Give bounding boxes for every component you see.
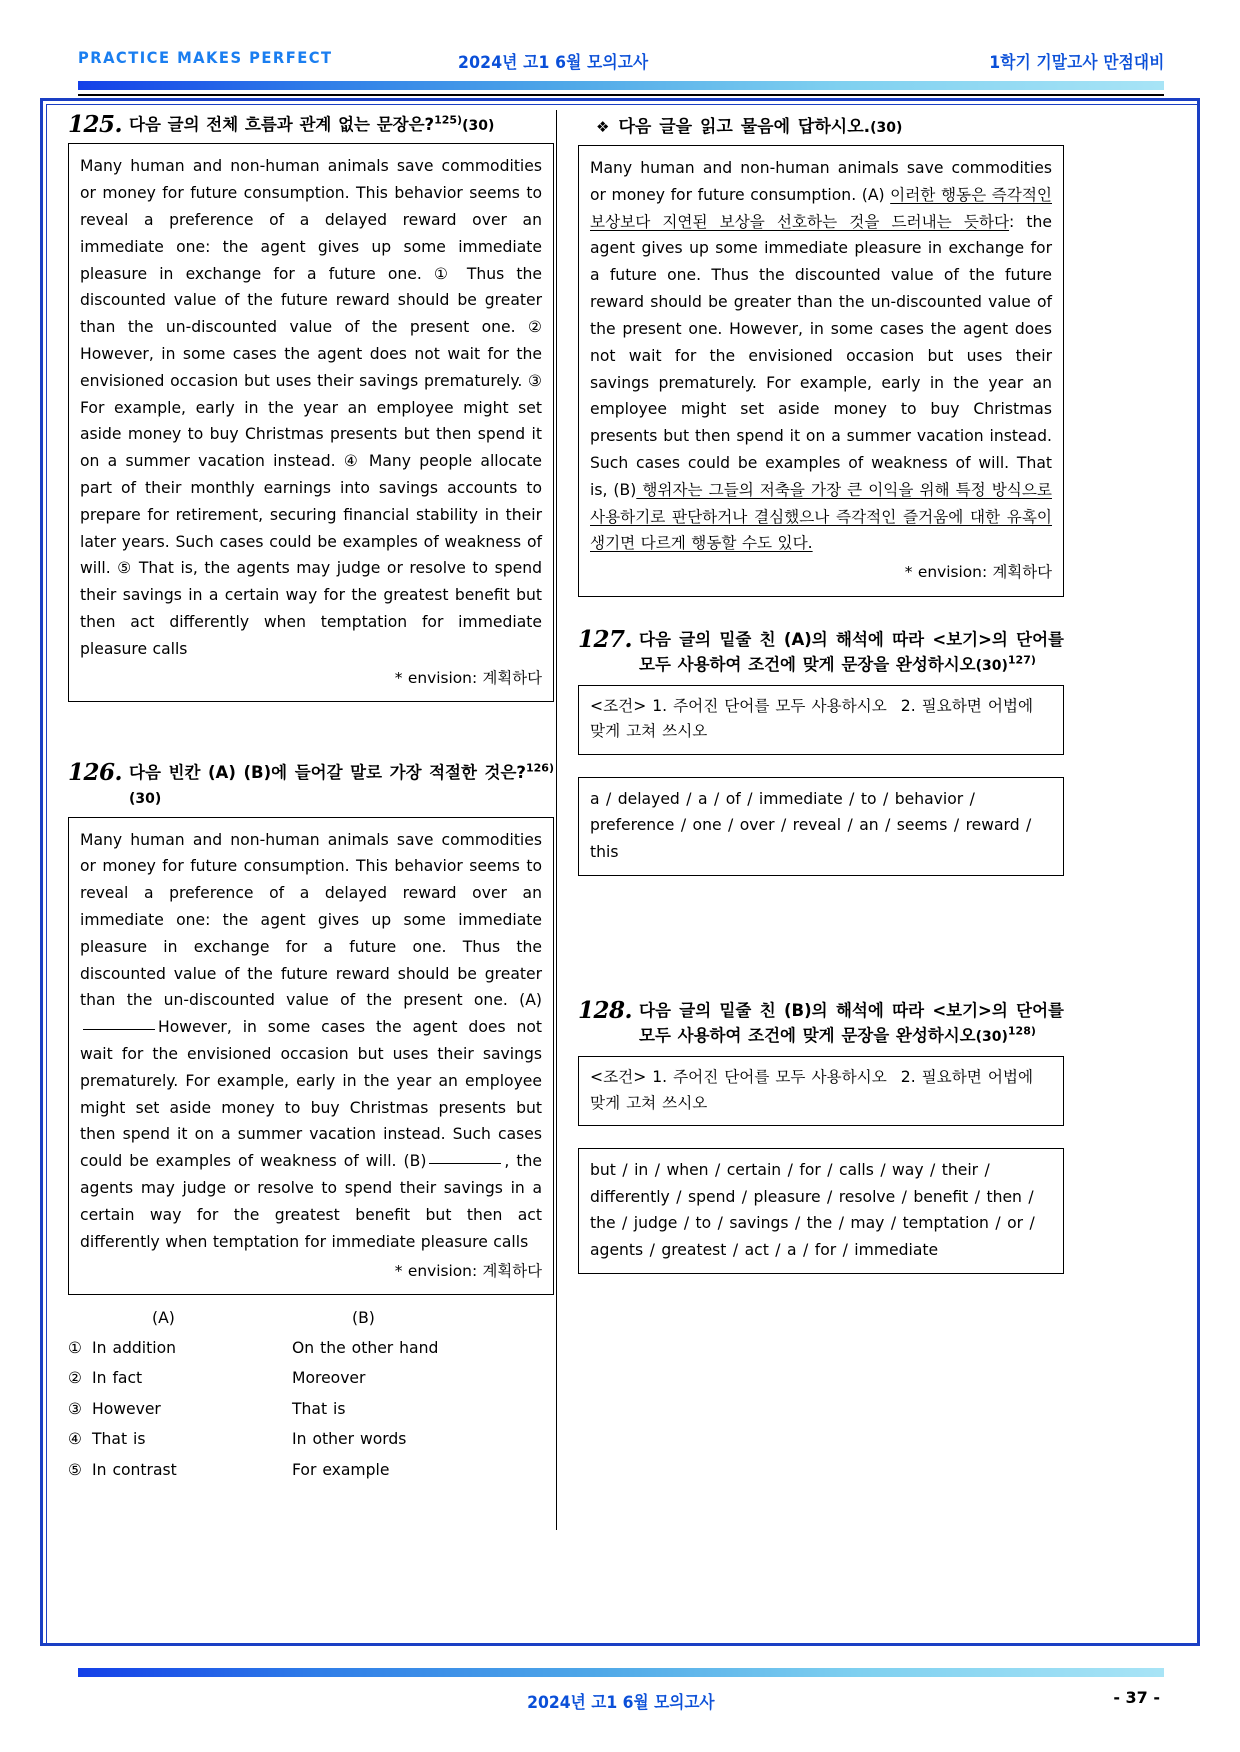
- q128-condition-2: 2. 필요하면 어법에 맞게 고쳐 쓰시오: [590, 1068, 1034, 1112]
- question-125-points: (30): [462, 118, 495, 134]
- question-127-number: 127.: [578, 625, 633, 653]
- spacer: [578, 880, 1064, 998]
- question-128-number: 128.: [578, 996, 633, 1024]
- choice-1-marker: ①: [68, 1338, 82, 1357]
- page-header: [78, 48, 1164, 82]
- question-126-footnote-ref: 126): [526, 761, 554, 775]
- reading-instruction-heading: [596, 112, 1064, 137]
- choice-2-b: Moreover: [292, 1369, 366, 1388]
- header-exam-title: 2024년 고1 6월 모의고사: [458, 53, 649, 73]
- reading-seg2: : the agent gives up some immediate pleasure in exchange for a future one. Thus the discounted value of the future reward should be greater than the un-discounted value of the present one. However, in some cases the agent does not wait for the envisioned occasion but uses their savings prematurely. For example, early in the year an employee might set aside money to buy Christmas presents but then spend it on a summer vacation instead. Such cases could be examples of weakness of will. That is, (B): [590, 212, 1052, 499]
- question-126-heading: [68, 760, 554, 810]
- choice-4-b: In other words: [292, 1430, 407, 1449]
- q126-passage-seg3: , the agents may judge or resolve to spend their savings in a certain way for the greatest benefit but then act differently when temptation for immediate pleasure calls: [80, 1152, 542, 1251]
- question-126-title: 다음 빈칸 (A) (B)에 들어갈 말로 가장 적절한 것은?$^{126)}$ (30): [129, 761, 554, 808]
- column-divider: [556, 110, 557, 1530]
- choice-4-marker: ④: [68, 1430, 82, 1449]
- question-126-number: 126.: [68, 759, 123, 787]
- footer-gradient-bar: [78, 1668, 1164, 1677]
- diamond-bullet-icon: ❖: [596, 118, 610, 136]
- choice-4-a: That is: [92, 1430, 146, 1449]
- left-column: [68, 112, 554, 1494]
- question-126-passage-text: [80, 827, 542, 1256]
- reading-note: * envision: 계획하다: [904, 563, 1052, 582]
- blank-a: [83, 1029, 155, 1030]
- q127-condition-label: <조건>: [590, 697, 647, 716]
- header-rule: [78, 94, 1164, 96]
- question-128-points: (30): [975, 1029, 1008, 1046]
- choice-5-marker: ⑤: [68, 1460, 82, 1479]
- question-126-note: * envision: 계획하다: [394, 1261, 542, 1280]
- reading-instruction-text: 다음 글을 읽고 물음에 답하시오.(30): [618, 117, 903, 137]
- choices-header-a: (A): [152, 1309, 175, 1328]
- choices-header-b: (B): [352, 1309, 375, 1328]
- question-125-passage-box: [68, 143, 554, 702]
- q128-condition-label: <조건>: [590, 1068, 647, 1087]
- question-127-points: (30): [975, 657, 1008, 674]
- question-128-wordbank: but / in / when / certain / for / calls / way / their / differently / spend / pleasure / resolve / benefit / then / the / judge / to / savings / the / may / temptation / or / agents / greatest / act / a / for / immediate: [578, 1148, 1064, 1274]
- question-125-number: 125.: [68, 111, 123, 138]
- choice-5-b: For example: [292, 1460, 390, 1479]
- choice-option-1[interactable]: [68, 1338, 554, 1357]
- page-footer: [78, 1688, 1164, 1713]
- question-128: [578, 998, 1064, 1274]
- reading-instruction-points: (30): [870, 120, 903, 136]
- question-127-title: 다음 글의 밑줄 친 (A)의 해석에 따라 <보기>의 단어를 모두 사용하여 조건에 맞게 문장을 완성하시오$(30)^{127)}$: [639, 629, 1064, 674]
- question-125: [68, 112, 554, 702]
- choice-option-3[interactable]: [68, 1399, 554, 1418]
- q127-condition-2: 2. 필요하면 어법에 맞게 고쳐 쓰시오: [590, 697, 1034, 741]
- question-127: [578, 627, 1064, 876]
- question-126-choices: [68, 1311, 554, 1479]
- reading-passage-text: [590, 155, 1052, 557]
- q127-condition-1: 1. 주어진 단어를 모두 사용하시오: [652, 697, 887, 716]
- question-128-condition-box: [578, 1056, 1064, 1126]
- choice-option-2[interactable]: [68, 1371, 554, 1387]
- reading-underline-a: 이러한 행동은 즉각적인 보상보다 지연된 보상을 선호하는 것을 드러내는 듯하다: [590, 185, 1052, 231]
- right-column: [578, 112, 1064, 1278]
- reading-underline-b: 행위자는 그들의 저축을 가장 큰 이익을 위해 특정 방식으로 사용하기로 판단하거나 결심했으나 즉각적인 즐거움에 대한 유혹이 생기면 다르게 행동할 수도 있다.: [590, 480, 1052, 553]
- question-128-title: 다음 글의 밑줄 친 (B)의 해석에 따라 <보기>의 단어를 모두 사용하여 조건에 맞게 문장을 완성하시오$(30)^{128)}$: [639, 1000, 1064, 1046]
- choice-2-marker: ②: [68, 1369, 82, 1388]
- question-128-footnote-ref: 128): [1007, 1024, 1036, 1038]
- question-125-title: 다음 글의 전체 흐름과 관계 없는 문장은?$^{125)}$(30): [129, 113, 495, 134]
- spacer: [578, 597, 1064, 627]
- header-brand: PRACTICE MAKES PERFECT: [78, 48, 333, 67]
- choices-column-headers: [68, 1311, 554, 1327]
- question-125-note: * envision: 계획하다: [394, 668, 542, 687]
- spacer: [68, 706, 554, 760]
- choice-3-b: That is: [292, 1399, 346, 1418]
- footer-exam-title: 2024년 고1 6월 모의고사: [527, 1693, 715, 1713]
- choice-3-marker: ③: [68, 1399, 82, 1418]
- question-125-heading: [68, 112, 554, 137]
- choice-3-a: However: [92, 1399, 161, 1418]
- question-126-passage-box: [68, 817, 554, 1295]
- reading-passage-box: [578, 145, 1064, 597]
- question-125-footnote-ref: 125): [434, 113, 463, 127]
- q128-condition-1: 1. 주어진 단어를 모두 사용하시오: [652, 1068, 887, 1087]
- choice-5-a: In contrast: [92, 1460, 177, 1479]
- question-127-condition-box: [578, 685, 1064, 755]
- q126-passage-seg2: However, in some cases the agent does not wait for the envisioned occasion but uses their savings prematurely. For example, early in the year an employee might set aside money to buy Christmas presents but then spend it on a summer vacation instead. Such cases could be examples of weakness of will. (B): [80, 1018, 542, 1171]
- choice-2-a: In fact: [92, 1369, 143, 1388]
- choice-1-b: On the other hand: [292, 1338, 439, 1357]
- question-125-passage-text: Many human and non-human animals save commodities or money for future consumption. This behavior seems to reveal a preference of a delayed reward over an immediate one: the agent gives up some immediate pleasure in exchange for a future one. ① Thus the discounted value of the future reward should be greater than the un-discounted value of the present one. ② However, in some cases the agent does not wait for the envisioned occasion but uses their savings prematurely. ③ For example, early in the year an employee might set aside money to buy Christmas presents but then spend it on a summer vacation instead. ④ Many people allocate part of their monthly earnings into savings accounts to prepare for retirement, securing financial stability in their later years. Such cases could be examples of weakness of will. ⑤ That is, the agents may judge or resolve to spend their savings in a certain way for the greatest benefit but then act differently when temptation for immediate pleasure calls: [80, 157, 542, 658]
- reading-seg1: Many human and non-human animals save commodities or money for future consumption. (A): [590, 159, 1052, 204]
- q126-passage-seg1: Many human and non-human animals save commodities or money for future consumption. This behavior seems to reveal a preference of a delayed reward over an immediate one: the agent gives up some immediate pleasure in exchange for a future one. Thus the discounted value of the future reward should be greater than the un-discounted value of the present one. (A): [80, 830, 542, 1010]
- question-127-heading: [578, 627, 1064, 677]
- choice-option-5[interactable]: [68, 1460, 554, 1479]
- choice-option-4[interactable]: [68, 1432, 554, 1448]
- question-128-heading: [578, 998, 1064, 1048]
- header-subtitle: 1학기 기말고사 만점대비: [988, 53, 1164, 73]
- question-126-points: (30): [129, 791, 162, 808]
- question-127-wordbank: a / delayed / a / of / immediate / to / behavior / preference / one / over / reveal / an / seems / reward / this: [578, 777, 1064, 876]
- question-126: [68, 760, 554, 1478]
- question-127-footnote-ref: 127): [1007, 653, 1036, 667]
- footer-page-number: - 37 -: [1113, 1688, 1160, 1707]
- blank-b: [429, 1163, 501, 1164]
- choice-1-a: In addition: [92, 1338, 176, 1357]
- header-gradient-bar: [78, 81, 1164, 90]
